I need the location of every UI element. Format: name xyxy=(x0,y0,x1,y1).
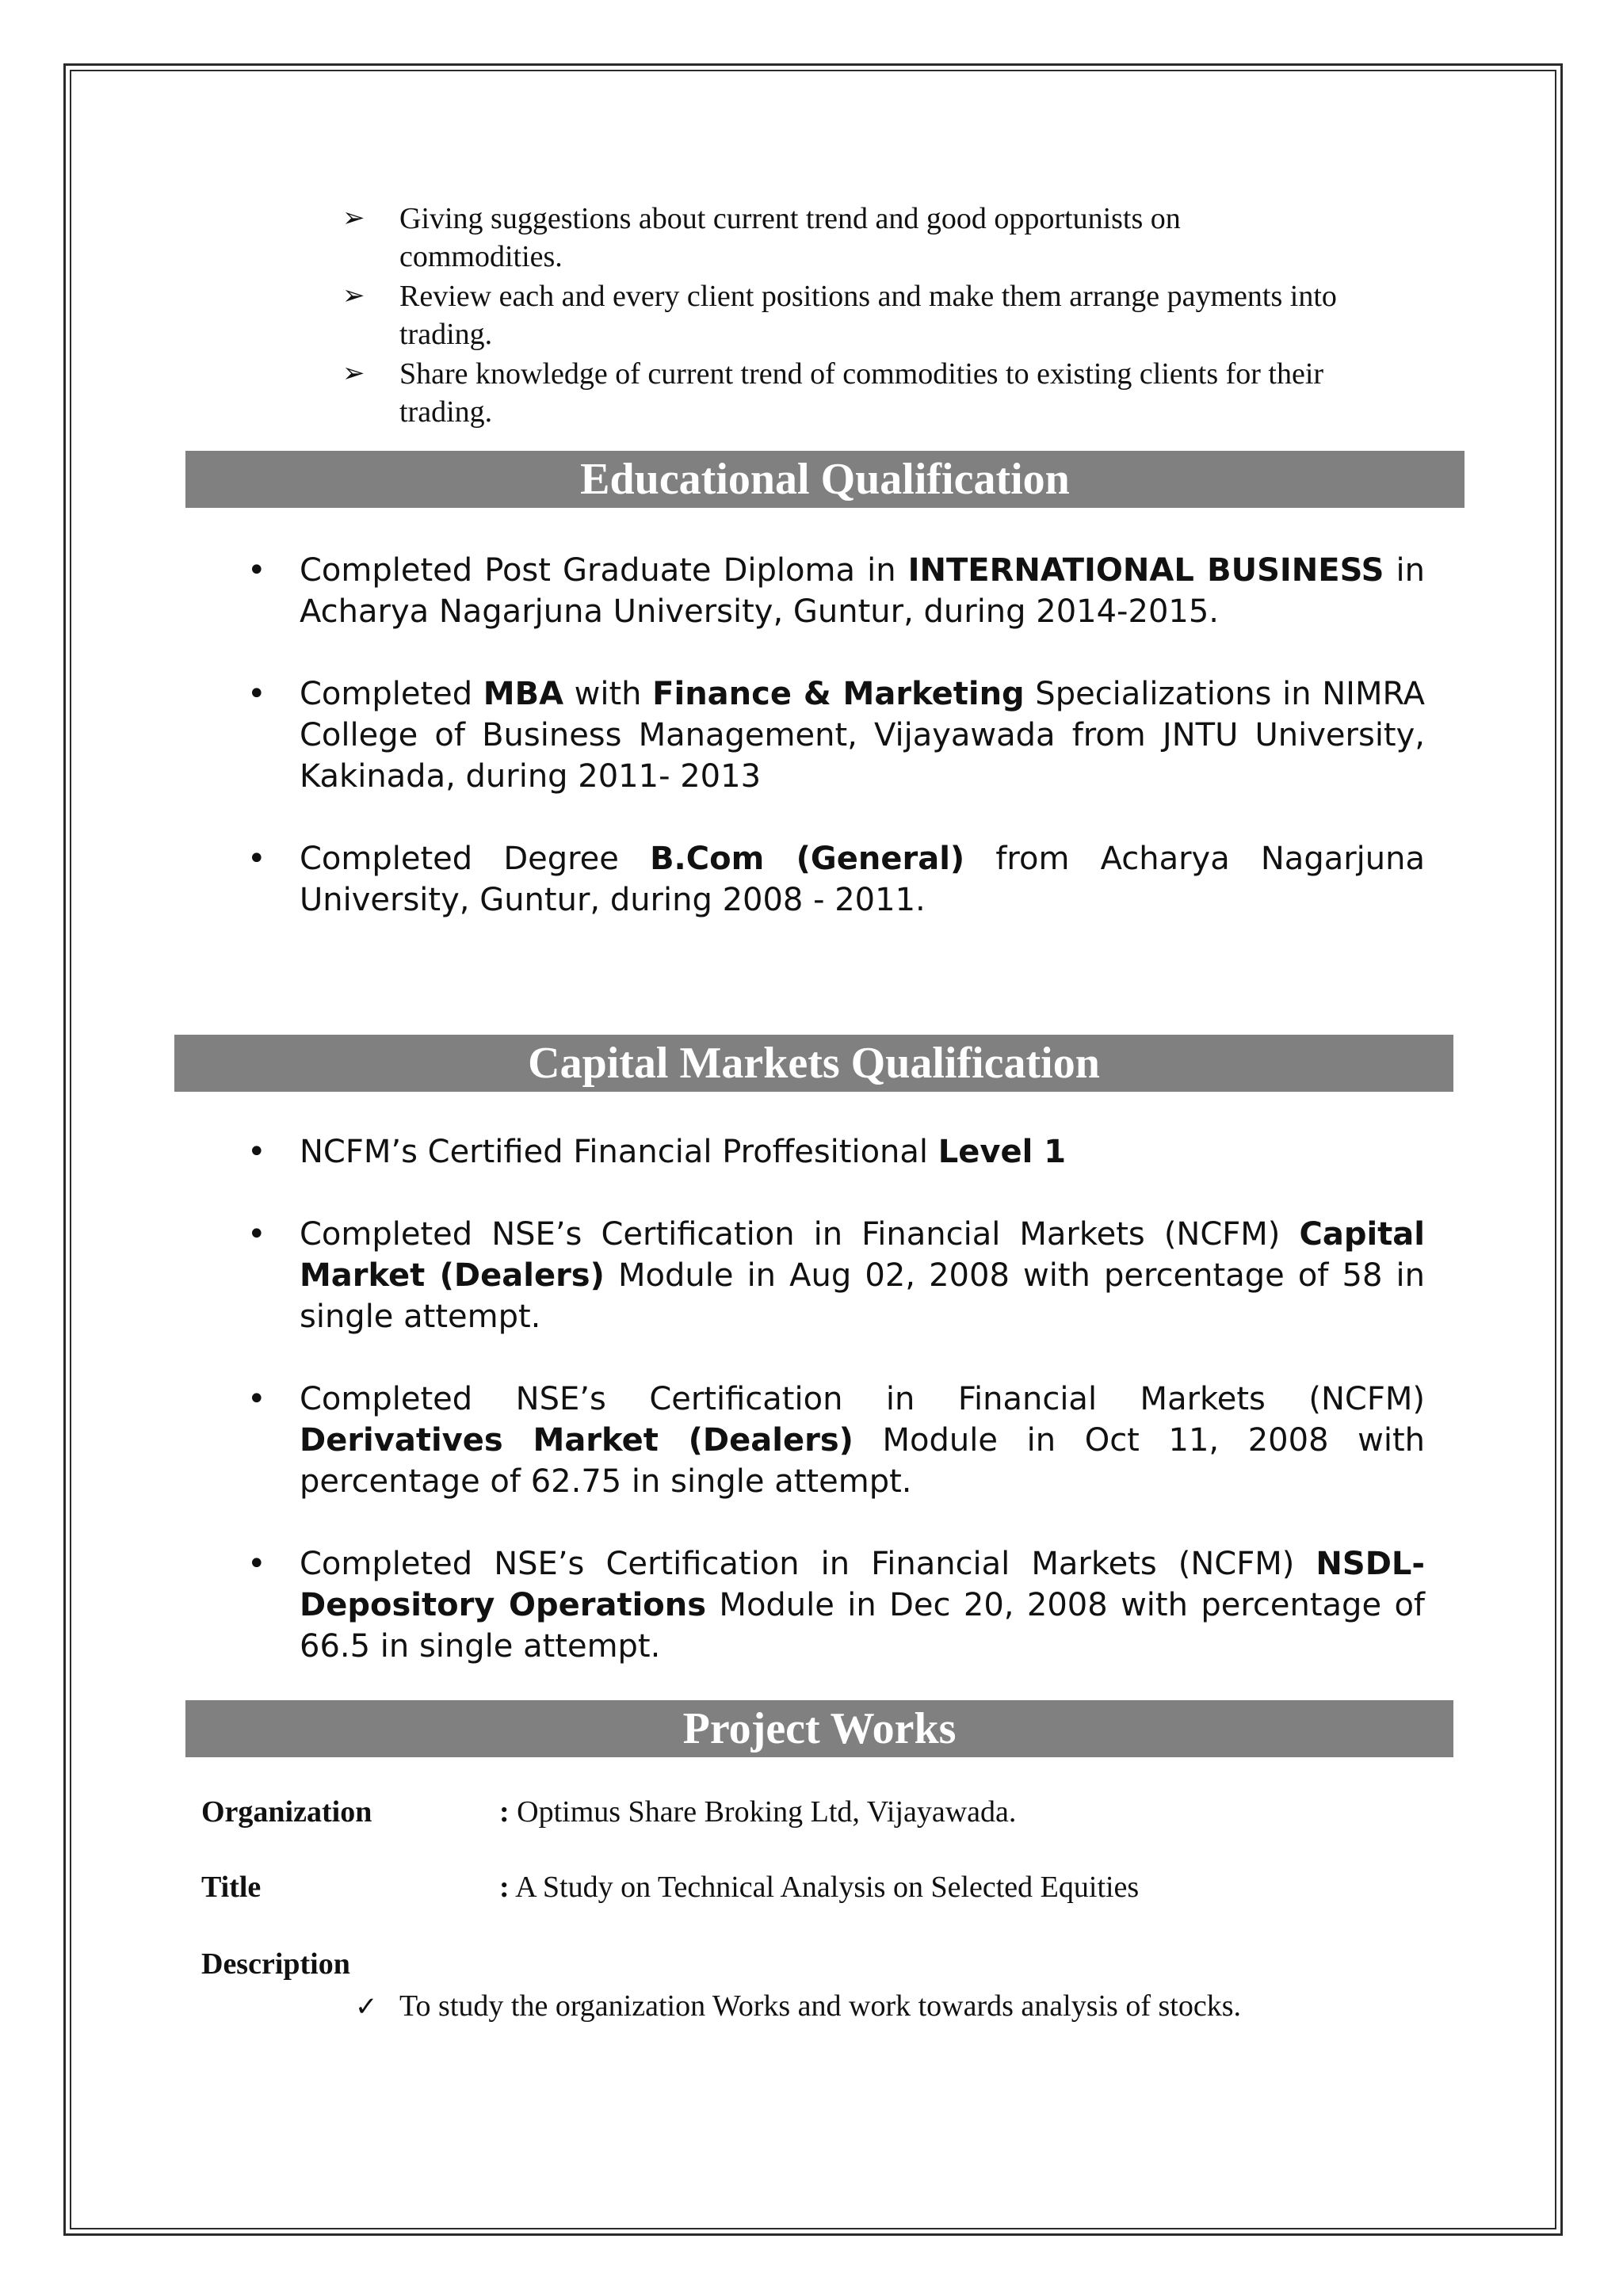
dot-bullet-icon: • xyxy=(247,1546,266,1582)
title-value-wrap xyxy=(499,1868,1139,1906)
list-item-text: commodities. xyxy=(399,240,563,273)
item-text: from Acharya Nagarjuna University, Guntur, during 2008 - 2011. xyxy=(300,841,1425,918)
item-text: Completed xyxy=(300,676,483,712)
item-text: Completed Post Graduate Diploma in xyxy=(300,552,908,589)
item-bold-text: NSDL-Depository Operations xyxy=(300,1546,1425,1623)
list-item-text: Giving suggestions about current trend and good opportunists on xyxy=(399,202,1181,235)
list-item xyxy=(247,1131,1425,1173)
colon: : xyxy=(499,1871,510,1904)
item-bold-text: Capital Market (Dealers) xyxy=(300,1216,1425,1294)
dot-bullet-icon: • xyxy=(247,1134,266,1170)
item-text: Completed Degree xyxy=(300,841,651,877)
list-item xyxy=(342,277,1436,353)
item-bold-text: Derivatives Market (Dealers) xyxy=(300,1422,854,1459)
item-bold-text: Finance & Marketing xyxy=(652,676,1025,712)
title-label: Title xyxy=(201,1871,262,1904)
description-item xyxy=(355,1987,1241,2027)
list-item-text: Share knowledge of current trend of commodities to existing clients for their xyxy=(399,357,1324,391)
section-header-capital-markets: Capital Markets Qualification xyxy=(174,1035,1453,1092)
arrow-bullet-icon: ➢ xyxy=(342,204,365,233)
section-header-education: Educational Qualification xyxy=(185,451,1465,508)
list-item xyxy=(342,200,1436,276)
list-item xyxy=(247,550,1425,632)
colon: : xyxy=(499,1795,510,1829)
item-bold-text: MBA xyxy=(483,676,564,712)
item-bold-text: Level 1 xyxy=(938,1134,1067,1170)
item-text: Module in Aug 02, 2008 with percentage of 58 in single attempt. xyxy=(300,1257,1425,1335)
item-text: in Acharya Nagarjuna University, Guntur, during 2014-2015. xyxy=(300,552,1425,630)
organization-value: Optimus Share Broking Ltd, Vijayawada. xyxy=(517,1795,1017,1829)
description-label: Description xyxy=(201,1947,350,1981)
description-text: To study the organization Works and work towards analysis of stocks. xyxy=(399,1989,1241,2023)
item-text: Completed NSE’s Certification in Financial Markets (NCFM) xyxy=(300,1381,1425,1417)
item-text: Module in Oct 11, 2008 with percentage of 62.75 in single attempt. xyxy=(300,1422,1426,1500)
education-list xyxy=(247,550,1425,962)
item-text: Specializations in NIMRA College of Business Management, Vijayawada from JNTU University, Kakinada, during 2011- 2013 xyxy=(300,676,1425,795)
dot-bullet-icon: • xyxy=(247,676,266,712)
capital-markets-list xyxy=(247,1131,1425,1708)
section-header-project-works: Project Works xyxy=(185,1700,1453,1757)
list-item-text: Review each and every client positions and make them arrange payments into xyxy=(399,280,1337,313)
item-text: Module in Dec 20, 2008 with percentage of 66.5 in single attempt. xyxy=(300,1587,1425,1665)
dot-bullet-icon: • xyxy=(247,1216,266,1253)
dot-bullet-icon: • xyxy=(247,552,266,589)
list-item xyxy=(247,1543,1425,1667)
list-item-text: trading. xyxy=(399,318,493,351)
organization-value-wrap xyxy=(499,1793,1016,1831)
item-text: Completed NSE’s Certification in Financial Markets (NCFM) xyxy=(300,1546,1316,1582)
list-item xyxy=(247,673,1425,797)
item-bold-text: INTERNATIONAL BUSINESS xyxy=(907,552,1384,589)
list-item xyxy=(247,1379,1425,1502)
list-item xyxy=(247,1214,1425,1337)
list-item xyxy=(247,838,1425,921)
arrow-bullet-icon: ➢ xyxy=(342,359,365,388)
arrow-bullet-icon: ➢ xyxy=(342,281,365,311)
responsibilities-list xyxy=(342,200,1436,433)
title-value: A Study on Technical Analysis on Selected Equities xyxy=(515,1871,1140,1904)
list-item-text: trading. xyxy=(399,395,493,429)
item-text: NCFM’s Certified Financial Proffesitional xyxy=(300,1134,938,1170)
organization-label: Organization xyxy=(201,1795,372,1829)
list-item xyxy=(342,355,1436,431)
checkmark-icon: ✓ xyxy=(355,1993,378,2022)
item-text: with xyxy=(563,676,653,712)
item-text: Completed NSE’s Certification in Financial Markets (NCFM) xyxy=(300,1216,1300,1253)
dot-bullet-icon: • xyxy=(247,841,266,877)
dot-bullet-icon: • xyxy=(247,1381,266,1417)
item-bold-text: B.Com (General) xyxy=(650,841,965,877)
